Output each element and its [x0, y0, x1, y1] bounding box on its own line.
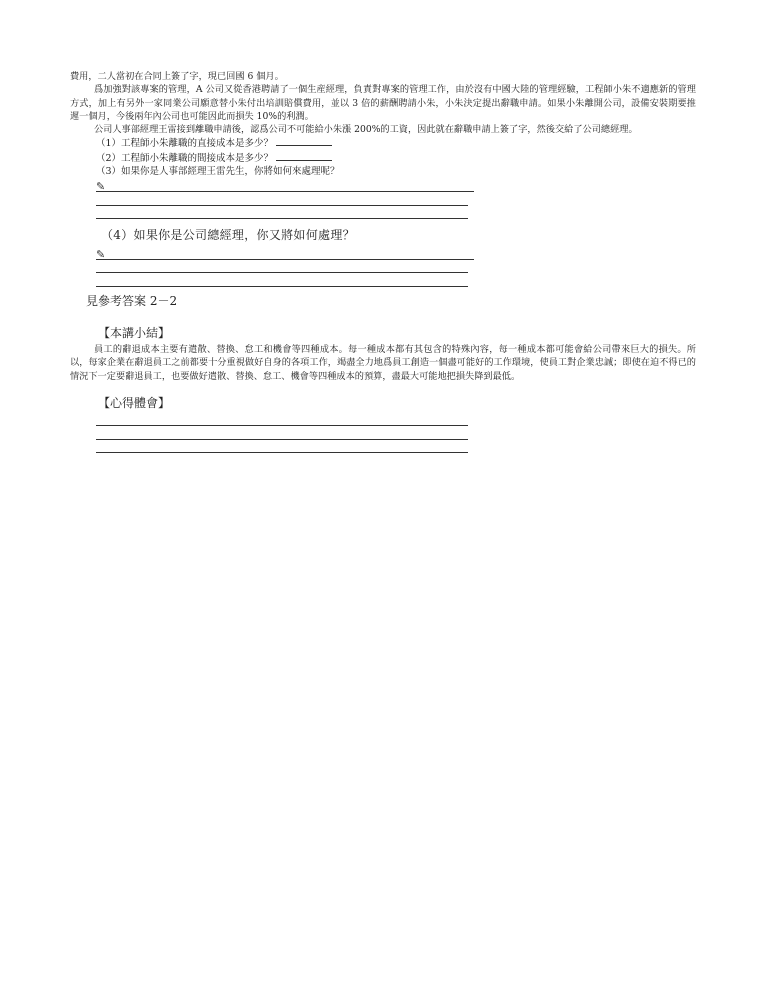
paragraph-case: 爲加強對該專案的管理，A 公司又從香港聘請了一個生産經理，負責對專案的管理工作，由於沒有中國大陸的管理經驗，工程師小朱不適應新的管理方式，加上有另外一家同業公司願意替小朱付出培訓賠償費用，並以 3 倍的薪酬聘請小朱，小朱決定提出辭職申請。如果小朱離開公司，設備安裝期要推遲一個月，今後兩年內公司也可能因此而損失 10%的利潤。: [70, 84, 696, 122]
summary-heading: 【本講小結】: [98, 325, 171, 340]
question-1: [96, 136, 696, 151]
question-2: [96, 151, 696, 166]
reference-answer: 見參考答案 2－2: [86, 293, 178, 308]
answer-area-4[interactable]: [96, 246, 474, 287]
reflection-area[interactable]: [96, 413, 474, 454]
document-page: [70, 70, 696, 453]
reflection-line[interactable]: [96, 426, 468, 440]
answer-line[interactable]: [96, 206, 468, 220]
paragraph-intro: 費用，二人當初在合同上簽了字，現已回國 6 個月。: [70, 71, 284, 82]
answer-blank-1[interactable]: [276, 136, 332, 146]
summary-text: 員工的辭退成本主要有遣散、替換、怠工和機會等四種成本。每一種成本都有其包含的特殊內容，每一種成本都可能會給公司帶來巨大的損失。所以，每家企業在辭退員工之前都要十分重視做好自身的各項工作，竭盡全力地爲員工創造一個盡可能好的工作環境，使員工對企業忠誠；即使在迫不得已的情況下一定要辭退員工，也要做好遣散、替換、怠工、機會等四種成本的預算，盡最大可能地把損失降到最低。: [70, 343, 696, 382]
answer-line[interactable]: [96, 179, 474, 193]
reflection-line[interactable]: [96, 440, 468, 454]
answer-area-3[interactable]: [96, 179, 474, 220]
pen-icon: ✎: [96, 247, 106, 261]
question-3: （3）如果你是人事部經理王雷先生，你將如何來處理呢？: [96, 166, 340, 178]
question-1-text: （1）工程師小朱離職的直接成本是多少？: [96, 138, 274, 150]
question-4: （4）如果你是公司總經理，你又將如何處理？: [101, 228, 355, 243]
answer-blank-2[interactable]: [276, 151, 332, 161]
answer-line[interactable]: [96, 192, 468, 206]
reflection-heading: 【心得體會】: [98, 395, 171, 410]
answer-line[interactable]: [96, 260, 468, 274]
question-2-text: （2）工程師小朱離職的間接成本是多少？: [96, 152, 274, 164]
answer-line[interactable]: [96, 246, 474, 260]
paragraph-hr-response: 公司人事部經理王雷接到離職申請後，認爲公司不可能給小朱漲 200%的工資，因此就在辭職申請上簽了字，然後交給了公司總經理。: [94, 124, 638, 136]
answer-line[interactable]: [96, 273, 468, 287]
pen-icon: ✎: [96, 180, 106, 194]
reflection-line[interactable]: [96, 413, 468, 427]
